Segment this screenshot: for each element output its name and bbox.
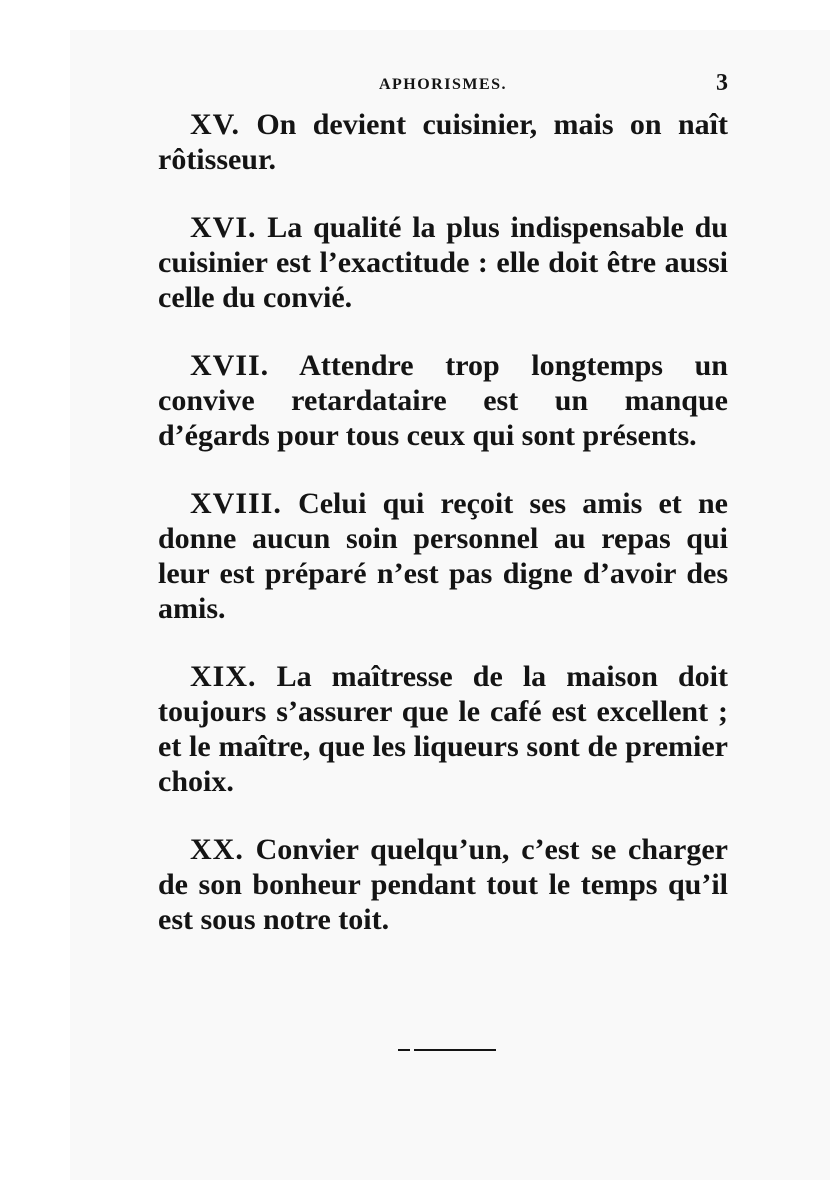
aphorism-xvi xyxy=(158,210,728,315)
aphorism-xx xyxy=(158,832,728,937)
aphorism-text: Attendre trop longtemps un convive retardataire est un manque d’égards pour tous ceux qui sont présents. xyxy=(158,349,728,452)
aphorism-text: La maîtresse de la maison doit toujours s’assurer que le café est excellent ; et le maître, que les liqueurs sont de premier choix. xyxy=(158,660,728,798)
ornament-dash-long xyxy=(414,1049,496,1051)
aphorism-numeral: XVIII. xyxy=(190,487,282,520)
aphorism-numeral: XVII. xyxy=(190,349,270,382)
page-number: 3 xyxy=(716,70,728,96)
closing-ornament-rule xyxy=(398,1048,496,1052)
ornament-dash-short xyxy=(398,1049,410,1051)
aphorism-numeral: XV. xyxy=(190,108,240,141)
aphorism-text: Convier quelqu’un, c’est se charger de son bonheur pendant tout le temps qu’il est sous notre toit. xyxy=(158,833,728,936)
aphorism-xix xyxy=(158,659,728,799)
running-head xyxy=(158,70,728,100)
aphorism-xviii xyxy=(158,486,728,626)
aphorism-text: La qualité la plus indispensable du cuisinier est l’exactitude : elle doit être aussi celle du convié. xyxy=(158,211,728,314)
aphorism-numeral: XX. xyxy=(190,833,244,866)
aphorism-text: On devient cuisinier, mais on naît rôtisseur. xyxy=(158,108,728,176)
aphorism-list xyxy=(158,107,728,970)
running-title: APHORISMES. xyxy=(378,76,508,93)
aphorism-xv xyxy=(158,107,728,177)
aphorism-numeral: XIX. xyxy=(190,660,257,693)
aphorism-numeral: XVI. xyxy=(190,211,257,244)
aphorism-text: Celui qui reçoit ses amis et ne donne aucun soin personnel au repas qui leur est préparé n’est pas digne d’avoir des amis. xyxy=(158,487,728,625)
aphorism-xvii xyxy=(158,348,728,453)
